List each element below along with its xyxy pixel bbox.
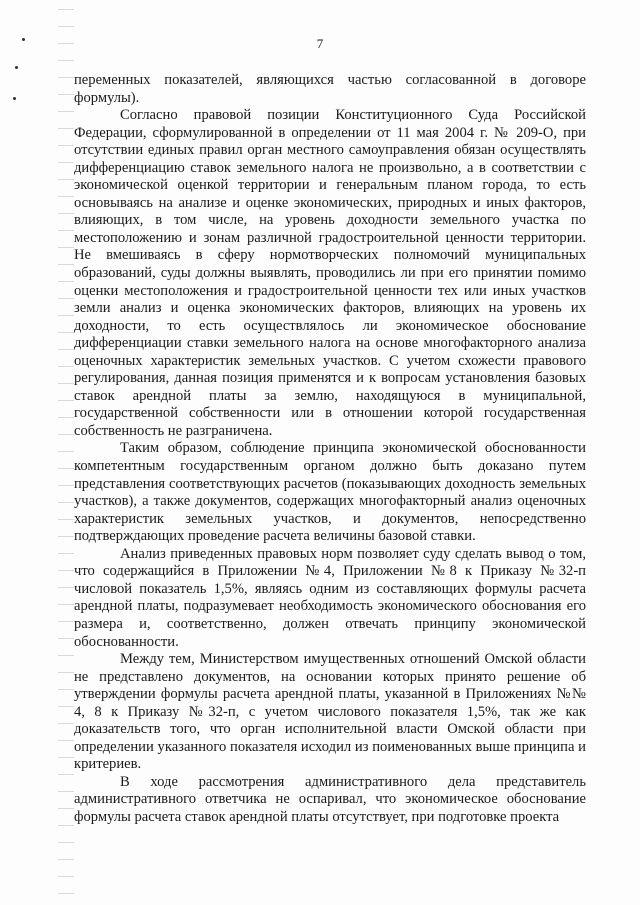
document-body [74, 72, 586, 827]
scan-dot-mark [15, 66, 18, 69]
paragraph: Таким образом, соблюдение принципа экономической обоснованности компетентным государственным органом должно быть доказано путем представления соответствующих расчетов (показывающих доходность земельных участков), а также документов, содержащих многофакторный анализ оценочных характеристик земельных участков, и документов, непосредственно подтверждающих проведение расчета величины базовой ставки. [74, 440, 586, 545]
paragraph: Между тем, Министерством имущественных отношений Омской области не представлено документов, на основании которых принято решение об утверждении формулы расчета арендной платы, указанной в Приложениях №№ 4, 8 к Приказу №32-п, с учетом числового показателя 1,5%, так же как доказательств того, что орган исполнительной власти Омской области при определении указанного показателя исходил из поименованных выше принципа и критериев. [74, 651, 586, 773]
scan-margin-artifacts [58, 0, 74, 905]
page-number: 7 [316, 36, 324, 51]
paragraph: Согласно правовой позиции Конституционного Суда Российской Федерации, сформулированной в определении от 11 мая 2004 г. № 209-О, при отсутствии единых правил орган местного самоуправления обязан осуществлять дифференциацию ставок земельного налога не произвольно, а в соответствии с экономической оценкой территории и генеральным планом города, то есть основываясь на анализе и оценке экономических, природных и иных факторов, влияющих, в том числе, на уровень доходности земельного участка по местоположению и зонам различной градостроительной ценности территории. Не вмешиваясь в сферу нормотворческих полномочий муниципальных образований, суды должны выявлять, проводились ли при его принятии помимо оценки местоположения и градостроительной ценности тех или иных участков земли анализ и оценка экономических факторов, влияющих на уровень их доходности, то есть осуществлялось ли экономическое обоснование дифференциации ставки земельного налога на основе многофакторного анализа оценочных характеристик земельных участков. С учетом схожести правового регулирования, данная позиция применятся и к вопросам установления базовых ставок арендной платы за землю, находящуюся в муниципальной, государственной собственности или в отношении которой государственная собственность не разграничена. [74, 107, 586, 439]
paragraph: Анализ приведенных правовых норм позволяет суду сделать вывод о том, что содержащийся в Приложении №4, Приложении №8 к Приказу №32-п числовой показатель 1,5%, являясь одним из составляющих формулы расчета арендной платы, подразумевает необходимость экономического обоснования его размера и, соответственно, должен отвечать принципу экономической обоснованности. [74, 545, 586, 650]
paragraph: В ходе рассмотрения административного дела представитель административного ответчика не оспаривал, что экономическое обоснование формулы расчета ставок арендной платы отсутствует, при подготовке проекта [74, 773, 586, 825]
paragraph: переменных показателей, являющихся частью согласованной в договоре формулы). [74, 72, 586, 106]
scan-dot-mark [13, 97, 16, 100]
